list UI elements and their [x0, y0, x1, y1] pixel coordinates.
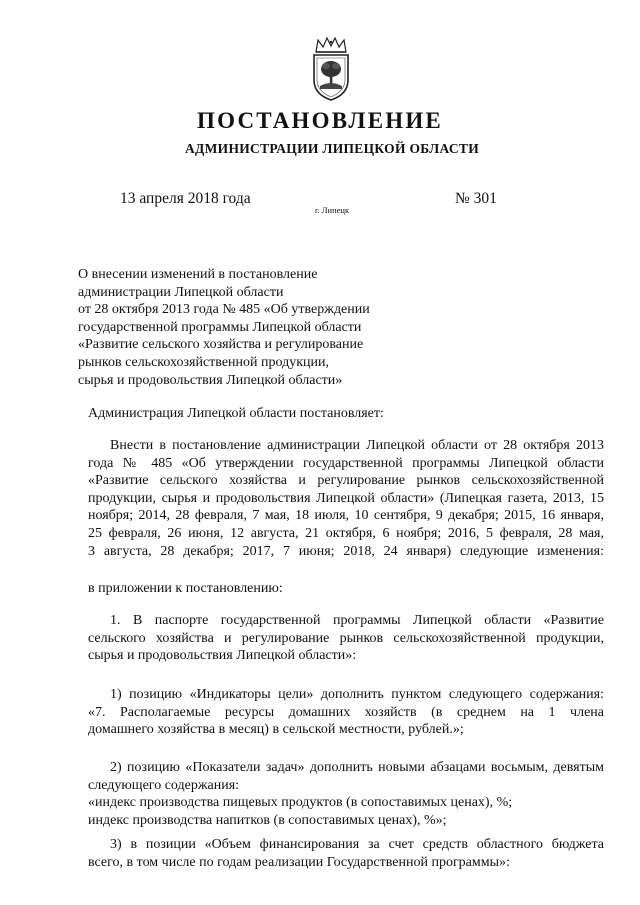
subject-block: [78, 266, 370, 389]
body-line: ноября; 2014, 28 февраля, 7 мая, 18 июля, 10 сентября, 9 декабря; 2015, 16 января,: [88, 508, 604, 524]
subject-line: сырья и продовольствия Липецкой области»: [78, 372, 343, 388]
document-date: 13 апреля 2018 года: [120, 190, 251, 207]
document-city: г. Липецк: [315, 205, 350, 215]
item-1-line: сельского хозяйства и регулирование рынков сельскохозяйственной продукции,: [88, 630, 604, 646]
item-1-2-paragraph: [88, 759, 604, 829]
subject-line: рынков сельскохозяйственной продукции,: [78, 354, 329, 370]
body-line: 25 февраля, 26 июня, 12 августа, 21 октября, 6 ноября; 2016, 5 февраля, 28 мая,: [88, 525, 604, 541]
body-paragraph: [88, 437, 604, 560]
document-number: № 301: [455, 190, 497, 207]
item-1-2-line: 2) позицию «Показатели задач» дополнить новыми абзацами восьмым, девятым: [110, 760, 604, 775]
subject-line: государственной программы Липецкой области: [78, 319, 362, 335]
item-1-1-line: домашнего хозяйства в месяц) в сельской местности, рублей.»;: [88, 722, 464, 738]
item-1-3-line: 3) в позиции «Объем финансирования за счет средств областного бюджета: [110, 837, 604, 852]
item-1-3-line: всего, в том числе по годам реализации Государственной программы»:: [88, 854, 510, 870]
item-1-paragraph: [88, 612, 604, 665]
body-line: года № 485 «Об утверждении государственной программы Липецкой области: [88, 455, 604, 471]
item-1-1-line: «7. Располагаемые ресурсы домашних хозяйств (в среднем на 1 члена: [88, 704, 604, 720]
appendix-paragraph: в приложении к постановлению:: [88, 581, 283, 596]
subject-line: от 28 октября 2013 года № 485 «Об утверждении: [78, 302, 370, 318]
intro-paragraph: Администрация Липецкой области постановляет:: [88, 406, 384, 421]
body-line: «Развитие сельского хозяйства и регулирование рынков сельскохозяйственной: [88, 473, 604, 489]
item-1-1-line: 1) позицию «Индикаторы цели» дополнить пунктом следующего содержания:: [110, 687, 604, 702]
subject-line: «Развитие сельского хозяйства и регулирование: [78, 337, 364, 353]
body-line: продукции, сырья и продовольствия Липецкой области» (Липецкая газета, 2013, 15: [88, 490, 604, 506]
item-1-3-paragraph: [88, 836, 604, 871]
item-1-line: 1. В паспорте государственной программы Липецкой области «Развитие: [110, 613, 604, 628]
item-1-line: сырья и продовольствия Липецкой области»:: [88, 648, 357, 664]
body-line: Внести в постановление администрации Липецкой области от 28 октября 2013: [110, 438, 604, 453]
subject-line: администрации Липецкой области: [78, 284, 284, 300]
item-1-2-line: индекс производства напитков (в сопоставимых ценах), %»;: [88, 812, 447, 828]
document-subtitle: АДМИНИСТРАЦИИ ЛИПЕЦКОЙ ОБЛАСТИ: [184, 141, 480, 156]
subject-line: О внесении изменений в постановление: [78, 267, 318, 282]
item-1-2-line: «индекс производства пищевых продуктов (в сопоставимых ценах), %;: [88, 795, 513, 811]
body-line: 3 августа, 28 декабря; 2017, 7 июня; 2018, 24 января) следующие изменения:: [88, 543, 604, 559]
coat-of-arms-icon: [308, 36, 354, 102]
item-1-1-paragraph: [88, 686, 604, 739]
document-title: ПОСТАНОВЛЕНИЕ: [197, 108, 443, 133]
item-1-2-line: следующего содержания:: [88, 777, 240, 793]
